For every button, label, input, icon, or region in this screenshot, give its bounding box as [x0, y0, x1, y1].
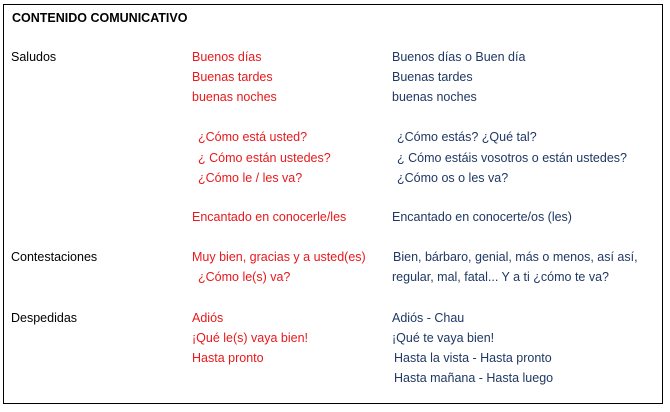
informal-farewell: Hasta la vista - Hasta pronto: [394, 351, 552, 365]
informal-greeting: ¿Cómo estás? ¿Qué tal?: [397, 130, 537, 144]
formal-greeting: Buenos días: [192, 50, 262, 64]
formal-greeting: ¿Cómo está usted?: [198, 130, 308, 144]
section-label-contestaciones: Contestaciones: [11, 250, 98, 264]
formal-greeting: ¿Cómo le / les va?: [198, 171, 303, 185]
informal-greeting: Encantado en conocerte/os (les): [392, 210, 572, 224]
informal-reply: Bien, bárbaro, genial, más o menos, así así,: [393, 250, 638, 264]
informal-farewell: ¡Qué te vaya bien!: [392, 331, 495, 345]
informal-farewell: Adiós - Chau: [392, 311, 465, 325]
formal-farewell: Hasta pronto: [192, 351, 264, 365]
informal-greeting: buenas noches: [392, 90, 477, 104]
formal-greeting: ¿ Cómo están ustedes?: [198, 151, 331, 165]
informal-greeting: Buenos días o Buen día: [392, 50, 526, 64]
content-table-frame: [3, 4, 663, 404]
formal-reply: ¿Cómo le(s) va?: [198, 270, 291, 284]
informal-greeting: ¿Cómo os o les va?: [397, 171, 509, 185]
formal-reply: Muy bien, gracias y a usted(es): [192, 250, 366, 264]
informal-reply: regular, mal, fatal... Y a ti ¿cómo te va?: [392, 270, 610, 284]
formal-greeting: Encantado en conocerle/les: [192, 210, 347, 224]
formal-farewell: ¡Qué le(s) vaya bien!: [192, 331, 309, 345]
informal-farewell: Hasta mañana - Hasta luego: [394, 371, 554, 385]
formal-greeting: buenas noches: [192, 90, 277, 104]
page-title: CONTENIDO COMUNICATIVO: [12, 11, 188, 25]
formal-greeting: Buenas tardes: [192, 70, 273, 84]
informal-greeting: Buenas tardes: [392, 70, 473, 84]
informal-greeting: ¿ Cómo estáis vosotros o están ustedes?: [397, 151, 627, 165]
section-label-saludos: Saludos: [11, 50, 57, 64]
formal-farewell: Adiós: [192, 311, 224, 325]
section-label-despedidas: Despedidas: [11, 311, 78, 325]
